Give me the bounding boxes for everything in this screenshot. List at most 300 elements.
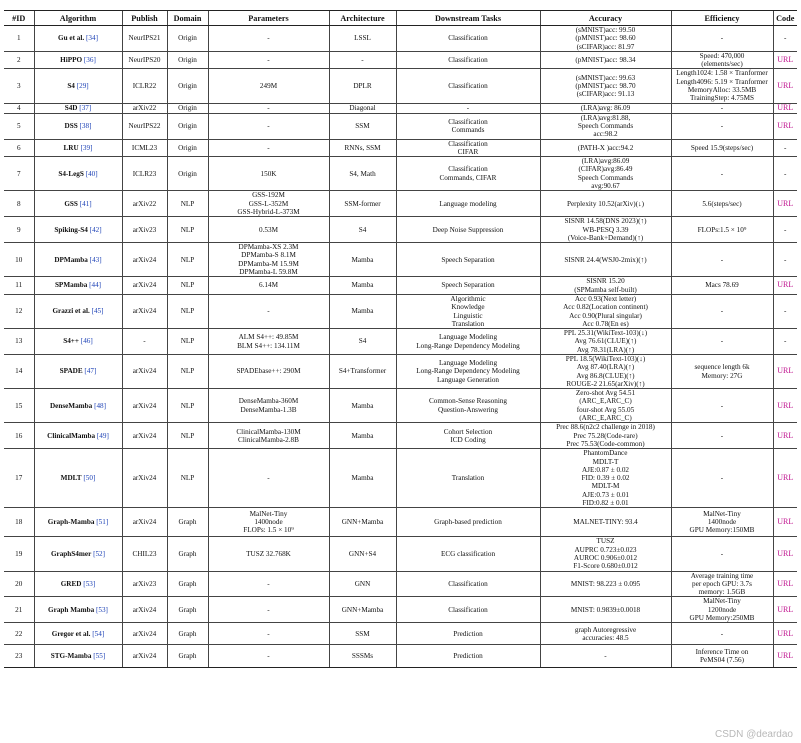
publish-venue: arXiv23 [132, 225, 157, 234]
efficiency-line: per epoch GPU: 3.7s [692, 579, 752, 588]
citation-link[interactable]: [52] [93, 549, 106, 558]
task-line: Classification [448, 139, 488, 148]
cell-algorithm [34, 103, 122, 113]
table-row [4, 191, 797, 217]
cell-accuracy [540, 537, 671, 571]
table-row [4, 571, 797, 597]
table-row [4, 597, 797, 623]
cell-efficiency [671, 597, 773, 623]
cell-parameters [208, 157, 329, 191]
cell-parameters [208, 103, 329, 113]
cell-code [773, 243, 797, 277]
parameter-line: 249M [259, 81, 278, 90]
cell-algorithm [34, 645, 122, 668]
cell-id [4, 26, 34, 52]
cell-publish [122, 217, 167, 243]
accuracy-line: Avg 86.8(CLUE)(↑) [576, 371, 635, 380]
cell-algorithm [34, 157, 122, 191]
publish-venue: ICML23 [131, 143, 158, 152]
efficiency-line: - [720, 307, 724, 316]
domain-label: NLP [180, 431, 195, 440]
architecture-line: S4 [358, 337, 367, 346]
cell-downstream-tasks [396, 645, 540, 668]
cell-domain [167, 139, 208, 157]
header-architecture: Architecture [329, 11, 396, 26]
cell-algorithm [34, 423, 122, 449]
table-row [4, 26, 797, 52]
domain-label: NLP [180, 255, 195, 264]
code-url-link[interactable]: URL [777, 80, 794, 90]
architecture-line: LSSL [354, 34, 371, 43]
parameter-line: - [267, 56, 270, 65]
cell-architecture [329, 423, 396, 449]
cell-algorithm [34, 243, 122, 277]
cell-publish [122, 571, 167, 597]
code-url-link[interactable]: URL [777, 400, 794, 410]
cell-publish [122, 389, 167, 423]
parameter-line: - [267, 104, 270, 113]
accuracy-line: (SPMamba self-built) [574, 285, 637, 294]
citation-link[interactable]: [39] [80, 143, 93, 152]
code-url-link[interactable]: URL [777, 578, 794, 588]
cell-id [4, 449, 34, 508]
citation-link[interactable]: [45] [91, 307, 104, 316]
row-id: 22 [15, 629, 23, 638]
table-row [4, 329, 797, 355]
cell-efficiency [671, 389, 773, 423]
cell-parameters [208, 69, 329, 103]
cell-downstream-tasks [396, 537, 540, 571]
citation-link[interactable]: [53] [95, 605, 108, 614]
accuracy-line: Zero-shot Avg 54.51 [575, 389, 636, 398]
cell-domain [167, 51, 208, 69]
cell-domain [167, 277, 208, 295]
accuracy-line: (sCIFAR)acc: 91.13 [576, 90, 635, 99]
architecture-line: SSSMs [351, 652, 374, 661]
cell-accuracy [540, 354, 671, 388]
parameter-line: - [267, 307, 270, 316]
cell-efficiency [671, 69, 773, 103]
cell-domain [167, 243, 208, 277]
cell-code [773, 157, 797, 191]
publish-venue: NeurIPS21 [128, 34, 161, 43]
table-row [4, 449, 797, 508]
cell-id [4, 51, 34, 69]
cell-algorithm [34, 597, 122, 623]
accuracy-line: (sMNIST)acc: 99.50 [575, 26, 636, 34]
parameter-line: - [267, 474, 270, 483]
cell-parameters [208, 329, 329, 355]
cell-algorithm [34, 449, 122, 508]
code-url-link[interactable]: URL [777, 120, 794, 130]
cell-accuracy [540, 139, 671, 157]
accuracy-line: Avg 87.40(LRA)(↑) [576, 363, 635, 372]
task-line: Speech Separation [441, 281, 495, 290]
domain-label: Origin [178, 169, 197, 178]
cell-accuracy [540, 277, 671, 295]
efficiency-line: PeMS04 (7.56) [700, 656, 744, 665]
cell-publish [122, 449, 167, 508]
efficiency-line: Length4096: 5.19 × Tranformer [676, 77, 768, 86]
cell-id [4, 69, 34, 103]
accuracy-line: AUPRC 0.723±0.023 [574, 545, 637, 554]
publish-venue: arXiv22 [132, 104, 157, 113]
task-line: Language modeling [439, 199, 497, 208]
architecture-line: Mamba [351, 474, 374, 483]
cell-domain [167, 597, 208, 623]
cell-domain [167, 113, 208, 139]
architecture-line: Mamba [351, 401, 374, 410]
cell-accuracy [540, 423, 671, 449]
task-line: Prediction [453, 652, 483, 661]
efficiency-line: TrainingStep: 4.75MS [689, 94, 755, 103]
publish-venue: ICLR22 [132, 81, 157, 90]
cell-efficiency [671, 157, 773, 191]
citation-link[interactable]: [54] [92, 629, 105, 638]
cell-publish [122, 113, 167, 139]
cell-architecture [329, 51, 396, 69]
parameter-line: - [267, 652, 270, 661]
task-line: Classification [448, 56, 488, 65]
algorithm-name: SPADE [59, 367, 83, 376]
cell-code [773, 294, 797, 328]
efficiency-line: MalNet-Tiny [703, 597, 741, 606]
parameter-line: DPMamba-S 8.1M [241, 251, 296, 260]
domain-label: NLP [180, 225, 195, 234]
code-url-link[interactable]: URL [777, 651, 794, 661]
code-url-link[interactable]: URL [777, 103, 794, 113]
cell-publish [122, 243, 167, 277]
cell-efficiency [671, 277, 773, 295]
cell-code [773, 597, 797, 623]
accuracy-line: (pMNIST)acc: 98.34 [575, 56, 636, 65]
row-id: 13 [15, 337, 23, 346]
task-line: ICD Coding [450, 435, 486, 444]
algorithm-name: S4D [64, 104, 78, 113]
algorithm-name: S4++ [63, 337, 79, 346]
cell-code [773, 69, 797, 103]
efficiency-line: - [720, 431, 724, 440]
cell-parameters [208, 113, 329, 139]
domain-label: Origin [178, 81, 197, 90]
row-id: 14 [15, 367, 23, 376]
cell-publish [122, 508, 167, 537]
citation-link[interactable]: [49] [96, 431, 109, 440]
cell-code [773, 354, 797, 388]
citation-link[interactable]: [43] [89, 255, 102, 264]
cell-architecture [329, 571, 396, 597]
header-accuracy: Accuracy [540, 11, 671, 26]
citation-link[interactable]: [46] [80, 337, 93, 346]
code-url-link[interactable]: URL [777, 55, 794, 65]
task-line: Translation [451, 319, 485, 328]
citation-link[interactable]: [48] [94, 401, 107, 410]
cell-accuracy [540, 571, 671, 597]
table-row [4, 69, 797, 103]
architecture-line: SSM [355, 629, 370, 638]
domain-label: Origin [178, 121, 197, 130]
accuracy-line: MDLT-M [591, 482, 620, 491]
cell-efficiency [671, 103, 773, 113]
domain-label: Origin [178, 34, 197, 43]
citation-link[interactable]: [55] [93, 652, 106, 661]
code-none: - [784, 34, 787, 43]
citation-link[interactable]: [37] [79, 104, 92, 113]
cell-accuracy [540, 191, 671, 217]
architecture-line: Mamba [351, 281, 374, 290]
cell-code [773, 449, 797, 508]
accuracy-line: acc:98.2 [593, 130, 618, 139]
cell-architecture [329, 217, 396, 243]
architecture-line: RNNs, SSM [344, 143, 381, 152]
citation-link[interactable]: [50] [83, 474, 96, 483]
task-line: ECG classification [440, 549, 496, 558]
efficiency-line: MalNet-Tiny [703, 509, 741, 518]
architecture-line: Diagonal [349, 104, 376, 113]
cell-code [773, 103, 797, 113]
header-row [4, 11, 797, 26]
cell-downstream-tasks [396, 51, 540, 69]
cell-parameters [208, 389, 329, 423]
citation-link[interactable]: [36] [83, 56, 96, 65]
cell-parameters [208, 354, 329, 388]
efficiency-line: FLOPs:1.5 × 10⁹ [697, 225, 747, 234]
algorithm-name: SPMamba [54, 281, 88, 290]
task-line: Question-Answering [438, 405, 498, 414]
cell-algorithm [34, 26, 122, 52]
cell-domain [167, 389, 208, 423]
algorithm-name: Gregor et al. [51, 629, 91, 638]
cell-domain [167, 26, 208, 52]
cell-publish [122, 139, 167, 157]
algorithm-name: Graph-Mamba [47, 518, 95, 527]
cell-downstream-tasks [396, 423, 540, 449]
accuracy-line: MALNET-TINY: 93.4 [573, 518, 638, 527]
citation-link[interactable]: [51] [96, 518, 109, 527]
parameter-line: - [267, 34, 270, 43]
comparison-table [4, 10, 797, 668]
watermark: CSDN @deardao [715, 729, 793, 740]
efficiency-line: Average training time [690, 571, 754, 580]
accuracy-line: FID: 0.39 ± 0.02 [581, 474, 630, 483]
algorithm-name: STG-Mamba [50, 652, 92, 661]
publish-venue: arXiv24 [132, 401, 157, 410]
row-id: 1 [16, 34, 21, 43]
task-line: CIFAR [457, 147, 479, 156]
accuracy-line: Acc 0.78(En es) [582, 319, 629, 328]
efficiency-line: - [720, 255, 724, 264]
accuracy-line: (ARC_E,ARC_C) [579, 397, 632, 406]
code-none: - [784, 143, 787, 152]
cell-efficiency [671, 191, 773, 217]
task-line: - [466, 104, 470, 113]
publish-venue: arXiv24 [132, 629, 157, 638]
cell-downstream-tasks [396, 329, 540, 355]
cell-efficiency [671, 329, 773, 355]
code-url-link[interactable]: URL [777, 517, 794, 527]
efficiency-line: 5.6(steps/sec) [702, 199, 742, 208]
cell-architecture [329, 277, 396, 295]
cell-algorithm [34, 354, 122, 388]
code-url-link[interactable]: URL [777, 366, 794, 376]
cell-parameters [208, 597, 329, 623]
accuracy-line: (LRA)avg:86.09 [581, 157, 630, 166]
cell-accuracy [540, 103, 671, 113]
citation-link[interactable]: [42] [89, 225, 102, 234]
citation-link[interactable]: [53] [83, 579, 96, 588]
cell-architecture [329, 103, 396, 113]
accuracy-line: WB-PESQ 3.39 [582, 225, 629, 234]
accuracy-line: (pMNIST)acc: 98.70 [575, 81, 636, 90]
publish-venue: arXiv22 [132, 199, 157, 208]
code-url-link[interactable]: URL [777, 473, 794, 483]
cell-accuracy [540, 645, 671, 668]
cell-architecture [329, 329, 396, 355]
parameter-line: 0.53M [259, 225, 278, 234]
efficiency-line: - [720, 104, 724, 113]
header-code: Code [773, 11, 797, 26]
row-id: 2 [16, 56, 21, 65]
citation-link[interactable]: [44] [89, 281, 102, 290]
citation-link[interactable]: [40] [85, 169, 98, 178]
citation-link[interactable]: [29] [76, 81, 89, 90]
domain-label: Graph [178, 579, 197, 588]
efficiency-line: - [720, 401, 724, 410]
accuracy-line: Prec 88.6(n2c2 challenge in 2018) [556, 423, 655, 432]
code-none: - [784, 337, 787, 346]
cell-code [773, 389, 797, 423]
algorithm-name: GRED [60, 579, 82, 588]
cell-publish [122, 157, 167, 191]
architecture-line: SSM-former [344, 199, 381, 208]
code-url-link[interactable]: URL [777, 604, 794, 614]
cell-id [4, 623, 34, 645]
table-row [4, 103, 797, 113]
cell-code [773, 329, 797, 355]
cell-algorithm [34, 571, 122, 597]
code-url-link[interactable]: URL [777, 430, 794, 440]
task-line: Language Generation [436, 375, 500, 384]
cell-architecture [329, 113, 396, 139]
cell-parameters [208, 537, 329, 571]
parameter-line: DPMamba-M 15.9M [238, 259, 299, 268]
publish-venue: - [143, 337, 146, 346]
domain-label: NLP [180, 474, 195, 483]
cell-parameters [208, 645, 329, 668]
citation-link[interactable]: [47] [84, 367, 97, 376]
citation-link[interactable]: [38] [79, 121, 92, 130]
algorithm-name: DenseMamba [49, 401, 93, 410]
publish-venue: ICLR23 [132, 169, 157, 178]
parameter-line: - [267, 143, 270, 152]
row-id: 17 [15, 474, 23, 483]
code-url-link[interactable]: URL [777, 280, 794, 290]
cell-id [4, 645, 34, 668]
cell-publish [122, 354, 167, 388]
efficiency-line: 1200node [707, 605, 737, 614]
accuracy-line: TUSZ [596, 537, 615, 546]
cell-publish [122, 294, 167, 328]
code-url-link[interactable]: URL [777, 628, 794, 638]
accuracy-line: Acc 0.82(Location continent) [563, 303, 648, 312]
domain-label: NLP [180, 337, 195, 346]
cell-accuracy [540, 449, 671, 508]
citation-link[interactable]: [34] [85, 34, 98, 43]
publish-venue: arXiv24 [132, 605, 157, 614]
task-line: Linguistic [453, 311, 483, 320]
architecture-line: Mamba [351, 307, 374, 316]
cell-code [773, 51, 797, 69]
cell-domain [167, 423, 208, 449]
cell-downstream-tasks [396, 354, 540, 388]
row-id: 4 [16, 104, 21, 113]
publish-venue: NeurIPS20 [128, 56, 161, 65]
cell-parameters [208, 571, 329, 597]
cell-parameters [208, 423, 329, 449]
architecture-line: S4, Math [349, 169, 376, 178]
domain-label: Graph [178, 549, 197, 558]
cell-architecture [329, 354, 396, 388]
cell-code [773, 645, 797, 668]
efficiency-line: Length1024: 1.58 × Tranformer [676, 69, 768, 78]
accuracy-line: Prec 75.53(Code-common) [566, 439, 645, 448]
task-line: Graph-based prediction [434, 518, 502, 527]
citation-link[interactable]: [41] [79, 199, 92, 208]
cell-algorithm [34, 191, 122, 217]
cell-downstream-tasks [396, 157, 540, 191]
cell-id [4, 191, 34, 217]
task-line: Classification [448, 81, 488, 90]
cell-parameters [208, 508, 329, 537]
parameter-line: - [267, 579, 270, 588]
parameter-line: ClinicalMamba-130M [236, 427, 301, 436]
cell-domain [167, 537, 208, 571]
code-url-link[interactable]: URL [777, 198, 794, 208]
cell-algorithm [34, 113, 122, 139]
row-id: 10 [15, 255, 23, 264]
table-row [4, 157, 797, 191]
algorithm-name: DPMamba [54, 255, 88, 264]
cell-architecture [329, 243, 396, 277]
cell-code [773, 191, 797, 217]
cell-parameters [208, 294, 329, 328]
publish-venue: arXiv24 [132, 367, 157, 376]
cell-id [4, 389, 34, 423]
architecture-line: GNN [354, 579, 371, 588]
algorithm-name: S4-LegS [58, 169, 84, 178]
cell-parameters [208, 51, 329, 69]
code-none: - [784, 307, 787, 316]
cell-accuracy [540, 243, 671, 277]
header-algorithm: Algorithm [34, 11, 122, 26]
parameter-line: DenseMamba-1.3B [240, 405, 297, 414]
publish-venue: arXiv24 [132, 307, 157, 316]
cell-domain [167, 508, 208, 537]
cell-publish [122, 103, 167, 113]
task-line: Long-Range Dependency Modeling [416, 341, 520, 350]
publish-venue: arXiv24 [132, 255, 157, 264]
cell-efficiency [671, 508, 773, 537]
cell-downstream-tasks [396, 597, 540, 623]
publish-venue: arXiv24 [132, 431, 157, 440]
task-line: Classification [448, 605, 488, 614]
domain-label: NLP [180, 281, 195, 290]
cell-accuracy [540, 113, 671, 139]
cell-architecture [329, 597, 396, 623]
code-url-link[interactable]: URL [777, 548, 794, 558]
cell-domain [167, 571, 208, 597]
cell-accuracy [540, 26, 671, 52]
